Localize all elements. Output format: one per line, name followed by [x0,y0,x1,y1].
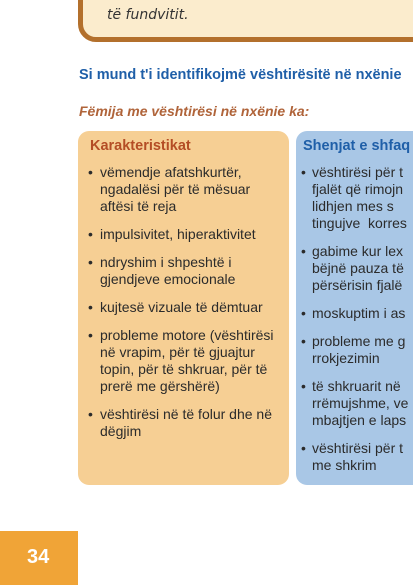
callout-text: të fundvitit. [107,7,189,23]
list-item: • kujtesë vizuale të dëmtuar [78,299,289,316]
list-item: • probleme motore (vështirësi në vrapim, për të gjuajtur topin, për të shkruar, për të prerë me gërshërë) [78,327,289,395]
signs-panel [296,131,413,485]
page-number-tab [0,531,78,585]
list-item: • ndryshim i shpeshtë i gjendjeve emocionale [78,254,289,288]
characteristics-panel [78,131,289,485]
list-item: • gabime kur lex bëjnë pauza të përsërisin fjalë [296,243,413,294]
section-heading: Si mund t'i identifikojmë vështirësitë në nxënie [79,67,402,83]
list-item: • vështirësi për t me shkrim [296,440,413,474]
list-item: • impulsivitet, hiperaktivitet [78,226,289,243]
characteristics-list [78,164,289,451]
section-subheading: Fëmija me vështirësi në nxënie ka: [79,103,310,119]
list-item: • moskuptim i as [296,305,413,322]
list-item: • vështirësi për t fjalët që rimojn lidhjen mes s tingujve korres [296,164,413,232]
list-item: • vëmendje afatshkurtër, ngadalësi për të mësuar aftësi të reja [78,164,289,215]
characteristics-title: Karakteristikat [90,138,191,154]
top-callout-box [78,0,413,42]
signs-title: Shenjat e shfaq [303,138,411,154]
signs-list [296,164,413,485]
list-item: • vështirësi në të folur dhe në dëgjim [78,406,289,440]
list-item: • të shkruarit në rrëmujshme, ve mbajtjen e laps [296,378,413,429]
page-number: 34 [27,546,50,568]
list-item: • probleme me g rrokjezimin [296,333,413,367]
